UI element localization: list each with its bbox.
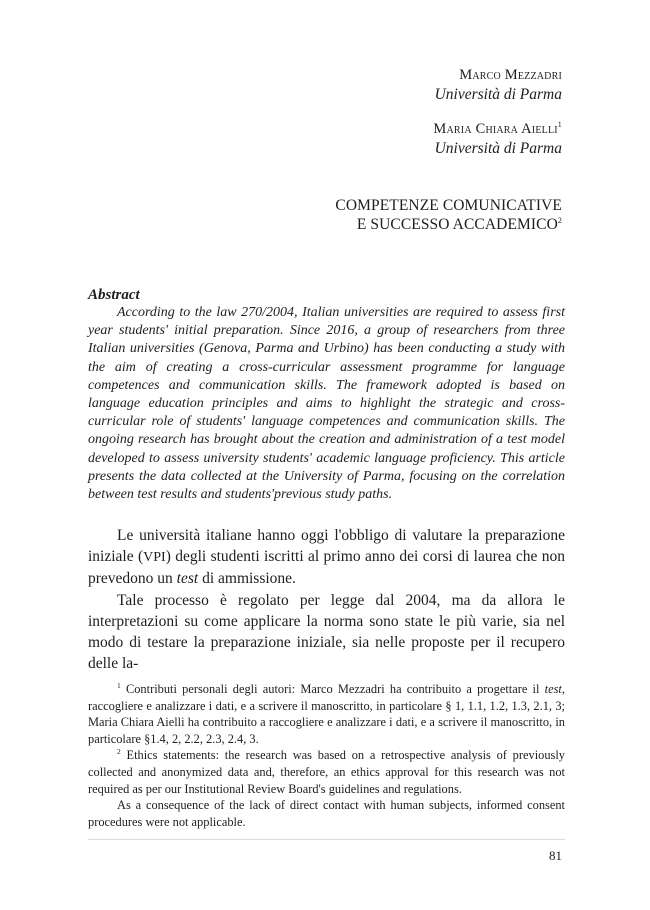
footnote-1: $^1$ Contributi personali degli autori: Marco Mezzadri ha contribuito a progettare il test, raccogliere e analizzare i dati, e a scrivere il manoscritto, in particolare § 1, 1.1, 1.2, 1.3, 2.1, 3; Maria Chiara Aielli ha contribuito a raccogliere e analizzare i dati, e a scrivere il manoscritto, in particolare §1.4, 2, 2.2, 2.3, 2.4, 3. (88, 680, 565, 746)
title-line-1: COMPETENZE COMUNICATIVE (335, 197, 562, 214)
paper-title (335, 196, 562, 234)
abstract-text: According to the law 270/2004, Italian universities are required to assess first year students' initial preparation. Since 2016, a group of researchers from three Italian universities (Genova, Parma and Urbino) has been conducting a study with the aim of creating a cross-curricular assessment programme for language competences and communication skills. The framework adopted is based on language education principles and aims to highlight the strategic and cross-curricular role of students' language competences and communication skills. The ongoing research has brought about the creation and administration of a test model developed to assess university students' academic language proficiency. This article presents the data collected at the University of Parma, focusing on the correlation between test results and students'previous study paths. (88, 305, 565, 503)
title-line-2: E SUCCESSO ACCADEMICO$^2$ (356, 215, 562, 233)
footnote-2: $^2$ Ethics statements: the research was based on a retrospective analysis of previously collected and anonymized data and, therefore, an ethics approval for this research was not required as per our Institutional Review Board's guidelines and regulations. (88, 747, 565, 796)
footer-divider (88, 839, 565, 840)
author-2-name: Maria Chiara Aielli$^1$ (433, 120, 562, 137)
abstract-heading: Abstract (88, 287, 140, 303)
author-2-affiliation: Università di Parma (434, 140, 562, 157)
footnotes (88, 681, 565, 830)
body-text (88, 525, 565, 674)
abbreviation-vpi: VPI (143, 550, 166, 566)
author-1-affiliation: Università di Parma (434, 86, 562, 103)
body-paragraph-1: Le università italiane hanno oggi l'obbligo di valutare la preparazione iniziale (VPI) degli studenti iscritti al primo anno dei corsi di laurea che non prevedono un test di ammissione. (88, 527, 565, 588)
page-number: 81 (549, 848, 562, 863)
author-1-name: Marco Mezzadri (459, 67, 562, 83)
author-2-footnote-mark: 1 (557, 120, 562, 130)
footnote-2-continuation: As a consequence of the lack of direct contact with human subjects, informed consent procedures were not applicable. (88, 798, 565, 829)
body-paragraph-2: Tale processo è regolato per legge dal 2004, ma da allora le interpretazioni su come applicare la norma sono state le più varie, sia nel modo di testare la preparazione iniziale, sia nelle proposte per il recupero delle la- (88, 591, 565, 673)
title-footnote-mark: 2 (557, 215, 562, 225)
